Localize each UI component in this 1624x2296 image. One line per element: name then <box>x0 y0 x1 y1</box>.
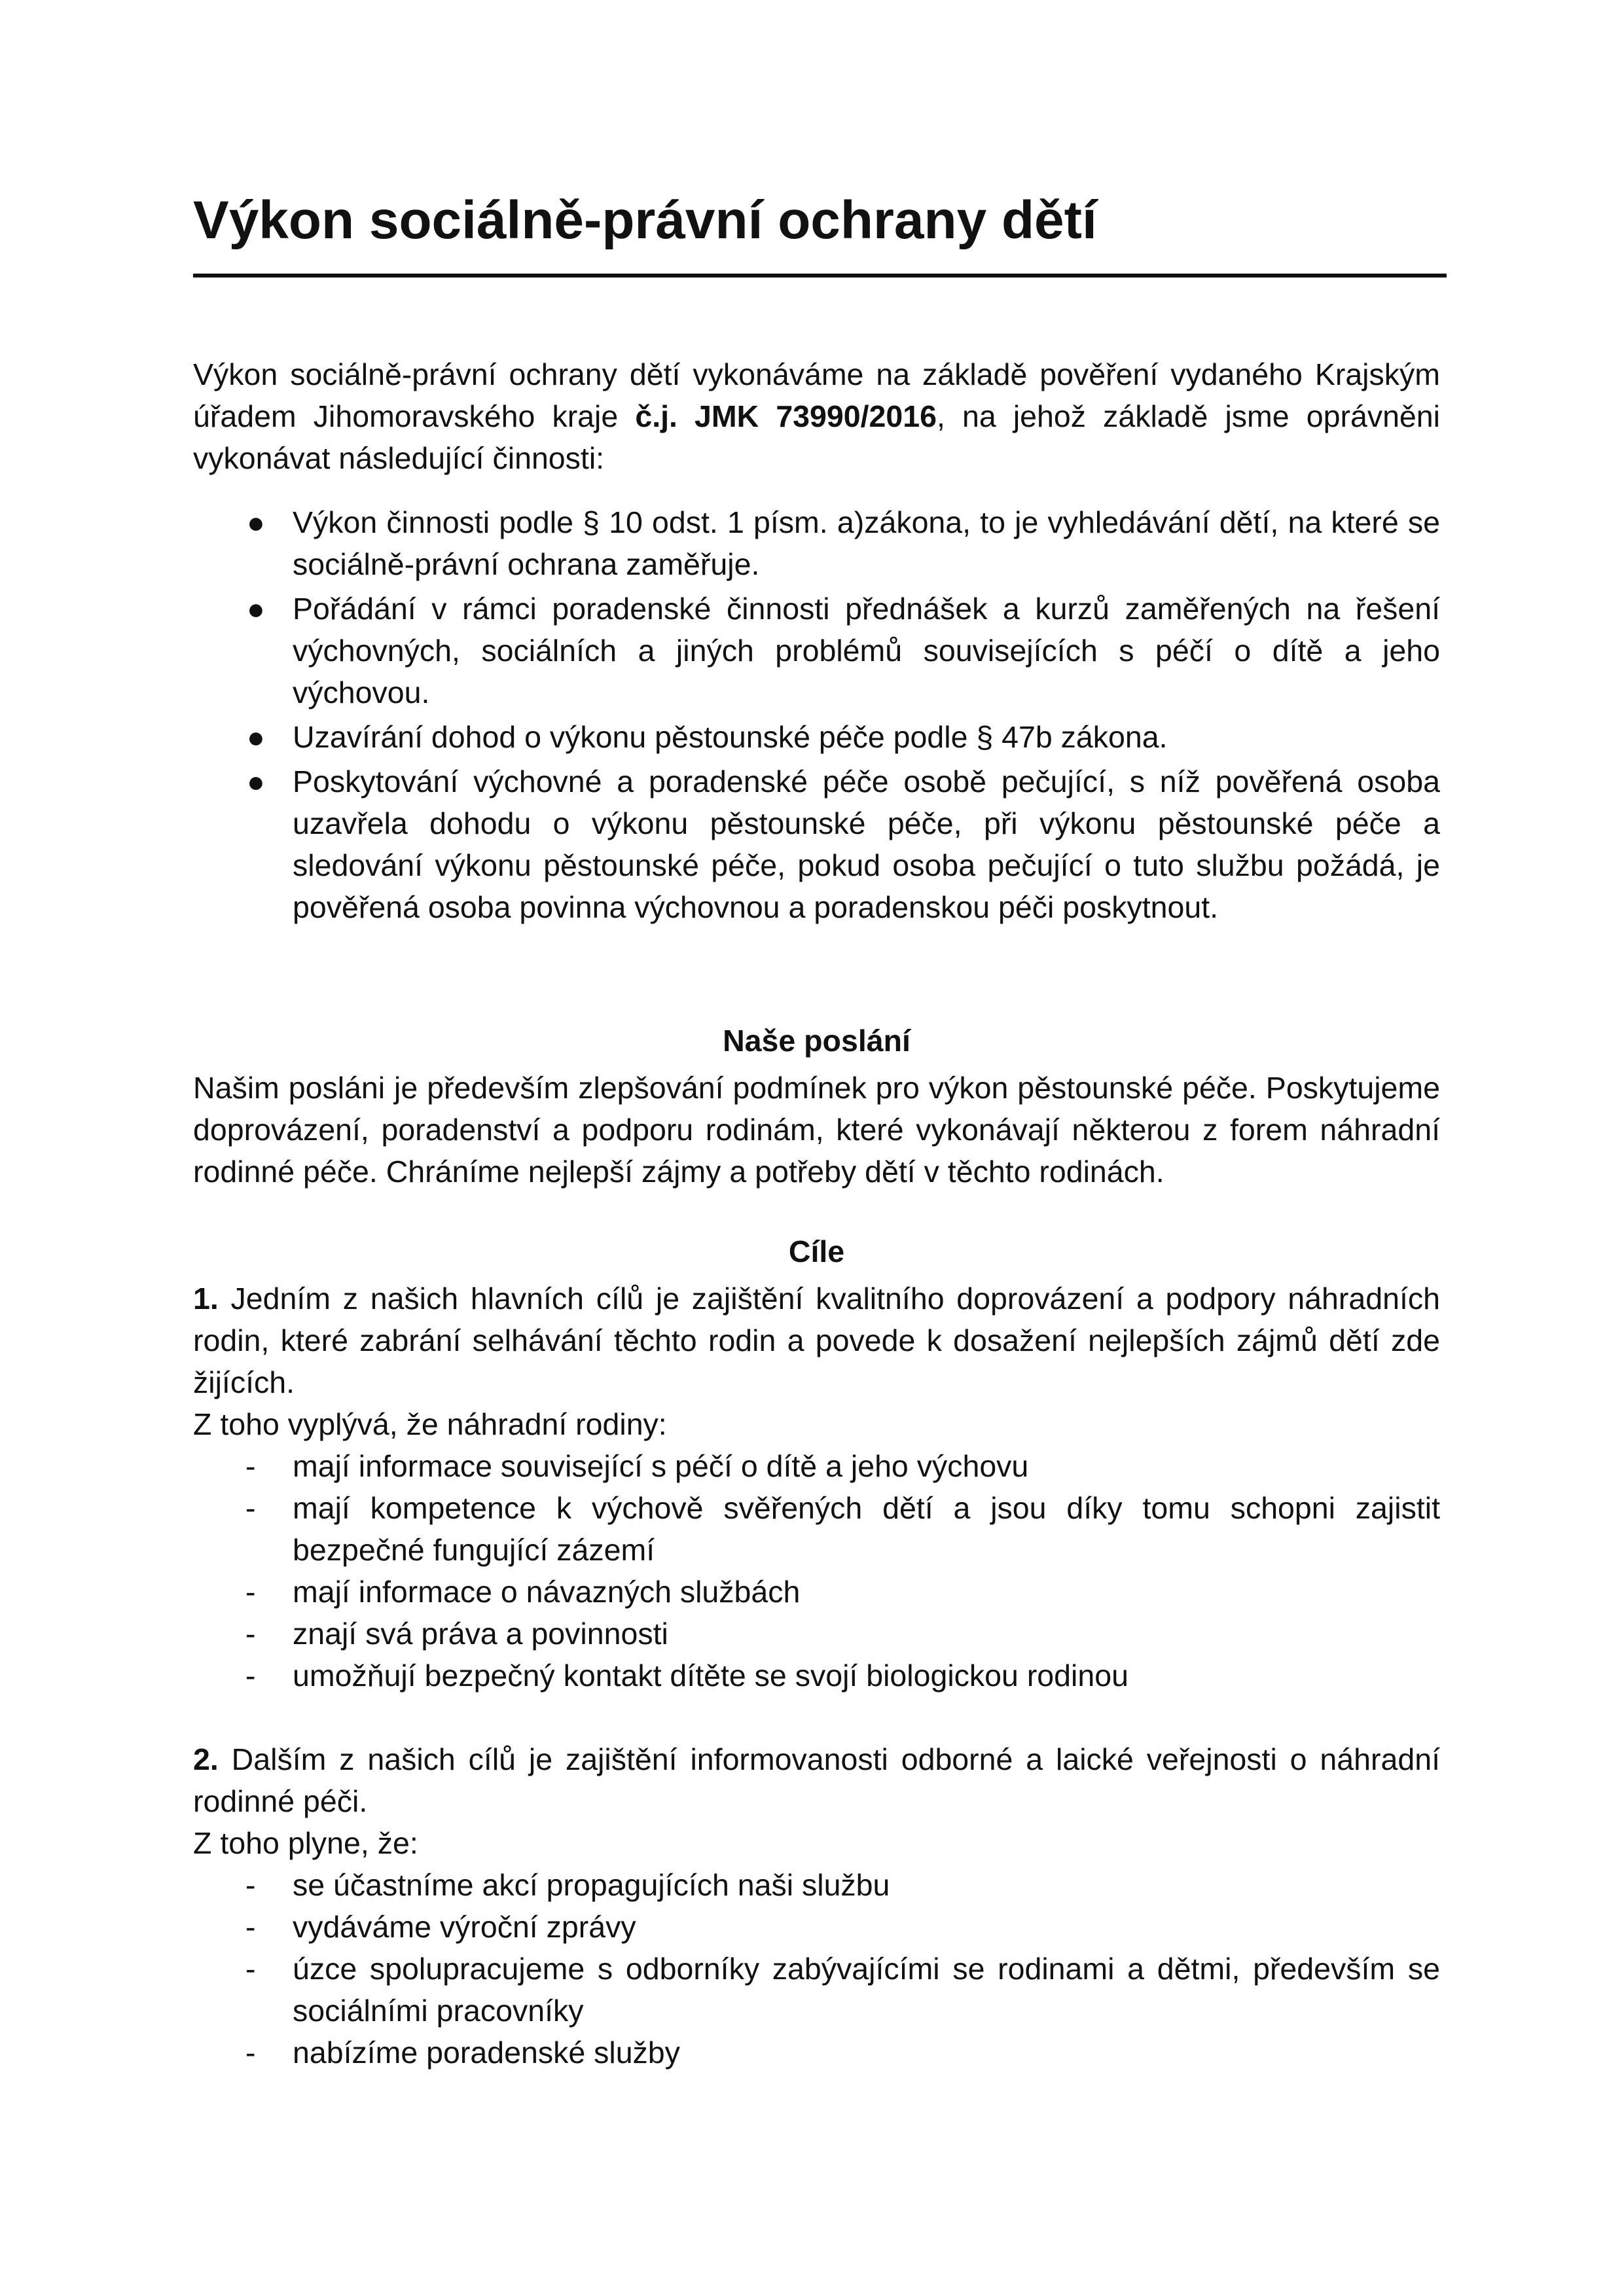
goal-lead: Z toho vyplývá, že náhradní rodiny: <box>193 1407 667 1441</box>
bullet-icon: ● <box>247 764 265 798</box>
goal-number: 2. <box>193 1742 219 1776</box>
list-item <box>193 1864 1440 1906</box>
list-item <box>193 761 1440 928</box>
goal-text: Jedním z našich hlavních cílů je zajištění kvalitního doprovázení a podpory náhradních rodin, které zabrání selhávání těchto rodin a povede k dosažení nejlepších zájmů dětí zde žijících. <box>193 1282 1440 1399</box>
goal-2 <box>193 1738 1440 2073</box>
bullet-icon: ● <box>247 505 265 539</box>
dash-icon: - <box>245 2036 256 2070</box>
document-body <box>193 353 1440 2073</box>
page-title: Výkon sociálně-právní ochrany dětí <box>193 190 1097 250</box>
list-item <box>193 588 1440 713</box>
list-item <box>193 1948 1440 2032</box>
point-text: vydáváme výroční zprávy <box>293 1910 636 1944</box>
list-item <box>193 716 1440 758</box>
point-text: nabízíme poradenské služby <box>293 2036 680 2070</box>
dash-icon: - <box>245 1449 256 1483</box>
activity-text: Pořádání v rámci poradenské činnosti přednášek a kurzů zaměřených na řešení výchovných, sociálních a jiných problémů souvisejících s péčí o dítě a jeho výchovou. <box>293 592 1440 709</box>
title-underline <box>193 274 1447 278</box>
dash-icon: - <box>245 1910 256 1944</box>
point-text: mají informace o návazných službách <box>293 1575 801 1609</box>
mission-paragraph: Našim posláni je především zlepšování podmínek pro výkon pěstounské péče. Poskytujeme doprovázení, poradenství a podporu rodinám, které vykonávají některou z forem náhradní rodinné péče. Chráníme nejlepší zájmy a potřeby dětí v těchto rodinách. <box>193 1071 1440 1189</box>
list-item <box>193 1613 1440 1655</box>
intro-text-after: , na jehož základě jsme oprávněni vykonávat následující činnosti: <box>193 399 1440 475</box>
activity-text: Uzavírání dohod o výkonu pěstounské péče podle § 47b zákona. <box>293 720 1168 754</box>
goal-paragraph <box>193 1278 1440 1403</box>
intro-text-before: Výkon sociálně-právní ochrany dětí vykonáváme na základě pověření vydaného Krajským úřadem Jihomoravského kraje <box>193 357 1440 433</box>
list-item <box>193 2032 1440 2073</box>
list-item <box>193 1487 1440 1571</box>
list-item <box>193 1655 1440 1696</box>
list-item <box>193 501 1440 585</box>
point-text: mají kompetence k výchově svěřených dětí a jsou díky tomu schopni zajistit bezpečné fungující zázemí <box>293 1491 1440 1567</box>
goal-number: 1. <box>193 1282 219 1316</box>
goal-1 <box>193 1278 1440 1696</box>
activity-text: Poskytování výchovné a poradenské péče osobě pečující, s níž pověřená osoba uzavřela dohodu o výkonu pěstounské péče, při výkonu pěstounské péče a sledování výkonu pěstounské péče, pokud osoba pečující o tuto službu požádá, je pověřená osoba povinna výchovnou a poradenskou péči poskytnout. <box>293 764 1440 924</box>
dash-icon: - <box>245 1659 256 1693</box>
intro-paragraph <box>193 353 1440 479</box>
list-item <box>193 1445 1440 1487</box>
activities-list <box>193 501 1440 928</box>
bullet-icon: ● <box>247 592 265 626</box>
goal-points <box>193 1864 1440 2073</box>
authorization-reference: č.j. JMK 73990/2016 <box>635 399 937 433</box>
point-text: umožňují bezpečný kontakt dítěte se svojí biologickou rodinou <box>293 1659 1128 1693</box>
point-text: úzce spolupracujeme s odborníky zabývajícími se rodinami a dětmi, především se sociálními pracovníky <box>293 1952 1440 2028</box>
goals-heading: Cíle <box>788 1234 845 1268</box>
goal-lead: Z toho plyne, že: <box>193 1826 418 1860</box>
activity-text: Výkon činnosti podle § 10 odst. 1 písm. a)zákona, to je vyhledávání dětí, na které se sociálně-právní ochrana zaměřuje. <box>293 505 1440 581</box>
bullet-icon: ● <box>247 720 265 754</box>
goal-paragraph <box>193 1738 1440 1822</box>
point-text: znají svá práva a povinnosti <box>293 1617 668 1651</box>
mission-heading: Naše poslání <box>723 1024 911 1058</box>
list-item <box>193 1906 1440 1948</box>
dash-icon: - <box>245 1491 256 1525</box>
dash-icon: - <box>245 1617 256 1651</box>
goal-points <box>193 1445 1440 1696</box>
point-text: mají informace související s péčí o dítě a jeho výchovu <box>293 1449 1029 1483</box>
dash-icon: - <box>245 1868 256 1902</box>
point-text: se účastníme akcí propagujících naši službu <box>293 1868 890 1902</box>
dash-icon: - <box>245 1575 256 1609</box>
dash-icon: - <box>245 1952 256 1986</box>
list-item <box>193 1571 1440 1613</box>
goal-text: Dalším z našich cílů je zajištění informovanosti odborné a laické veřejnosti o náhradní rodinné péči. <box>193 1742 1440 1818</box>
